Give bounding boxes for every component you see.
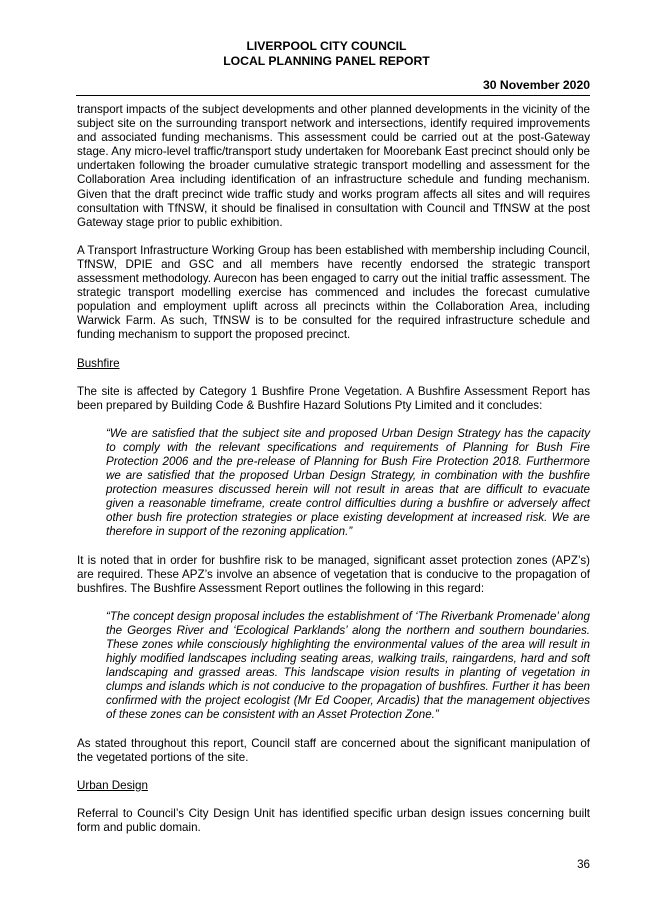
paragraph-council-concern: As stated throughout this report, Council staff are concerned about the significant manipulation of the vegetated portions of the site. <box>77 736 590 764</box>
paragraph-transport-impacts: transport impacts of the subject developments and other planned developments in the vicinity of the subject site on the surrounding transport network and intersections, identify required improvements and associated funding mechanisms. This assessment could be carried out at the post-Gateway stage. Any micro-level traffic/transport study undertaken for Moorebank East precinct should only be undertaken following the broader cumulative strategic transport modelling and assessment for the Collaboration Area including identification of an infrastructure schedule and funding mechanism. Given that the draft precinct wide traffic study and works program affects all sites and will requires consultation with TfNSW, it should be finalised in consultation with Council and TfNSW at the post Gateway stage prior to public exhibition. <box>77 103 590 229</box>
paragraph-bushfire-intro: The site is affected by Category 1 Bushfire Prone Vegetation. A Bushfire Assessment Report has been prepared by Building Code & Bushfire Hazard Solutions Pty Limited and it concludes: <box>77 384 590 412</box>
heading-bushfire: Bushfire <box>77 356 120 370</box>
quote-concept-design: “The concept design proposal includes the establishment of ‘The Riverbank Promenade’ along the Georges River and ‘Ecological Parklands’ along the northern and southern boundaries. These zones while consciously highlighting the environmental values of the area will result in highly modified landscapes including seating areas, walking trails, raingardens, hard and soft landscaping and grassed areas. This landscape vision results in planting of vegetation in clumps and islands which is not conducive to the propagation of bushfires. Further it has been confirmed with the project ecologist (Mr Ed Cooper, Arcadis) that the management objectives of these zones can be consistent with an Asset Protection Zone.” <box>106 609 590 722</box>
paragraph-working-group: A Transport Infrastructure Working Group has been established with membership including Council, TfNSW, DPIE and GSC and all members have recently endorsed the strategic transport assessment methodology. Aurecon has been engaged to carry out the initial traffic assessment. The strategic transport modelling exercise has commenced and includes the forecast cumulative population and employment uplift across all precincts within the Collaboration Area, including Warwick Farm. As such, TfNSW is to be consulted for the required infrastructure schedule and funding mechanism to support the proposed precinct. <box>77 243 590 342</box>
report-date: 30 November 2020 <box>482 78 590 92</box>
page-number: 36 <box>577 858 590 871</box>
council-name: LIVERPOOL CITY COUNCIL <box>246 39 407 53</box>
header-divider <box>76 95 590 96</box>
quote-bushfire-assessment: “We are satisfied that the subject site and proposed Urban Design Strategy has the capacity to comply with the relevant specifications and requirements of Planning for Bush Fire Protection 2006 and the pre-release of Planning for Bush Fire Protection 2018. Furthermore we are satisfied that the proposed Urban Design Strategy, in combination with the bushfire protection measures discussed herein will not result in areas that are difficult to evacuate given a reasonable timeframe, create control difficulties during a bushfire or adversely affect other bush fire protection strategies or place existing development at increased risk. We are therefore in support of the rezoning application.” <box>106 426 590 539</box>
heading-urban-design: Urban Design <box>77 778 148 792</box>
report-title: LOCAL PLANNING PANEL REPORT <box>223 54 430 68</box>
paragraph-apz: It is noted that in order for bushfire risk to be managed, significant asset protection zones (APZ’s) are required. These APZ’s involve an absence of vegetation that is conducive to the propagation of bushfires. The Bushfire Assessment Report outlines the following in this regard: <box>77 553 590 595</box>
paragraph-urban-design: Referral to Council’s City Design Unit has identified specific urban design issues concerning built form and public domain. <box>77 806 590 834</box>
report-body <box>77 103 590 849</box>
